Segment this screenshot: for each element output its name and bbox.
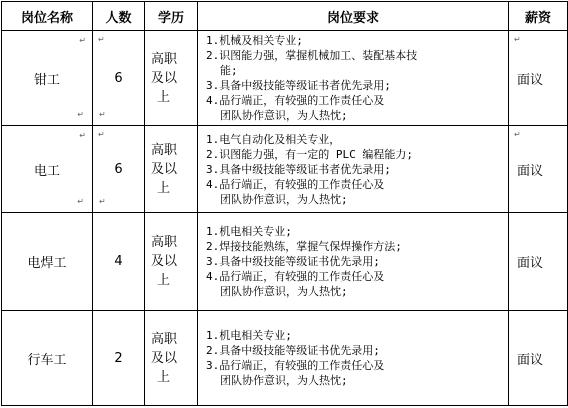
paragraph-mark-icon: ↵	[514, 130, 521, 139]
table-row	[2, 213, 568, 311]
requirement-line: 团队协作意识，为人热忱;	[220, 192, 348, 206]
position-cell	[2, 213, 93, 311]
education-line: 高职	[151, 235, 178, 250]
count-cell	[93, 126, 145, 213]
paragraph-mark-icon: ↵	[98, 130, 105, 139]
education-line: 及以	[151, 254, 178, 269]
header-education: 学历	[145, 2, 198, 31]
count-cell	[93, 213, 145, 311]
paragraph-mark-icon: ↵	[98, 35, 105, 44]
salary-value: 面议	[517, 163, 544, 179]
header-position: 岗位名称	[2, 2, 93, 31]
header-row	[2, 2, 568, 31]
header-count: 人数	[93, 2, 145, 31]
education-line: 高职	[151, 331, 178, 347]
position-name: 电焊工	[27, 256, 67, 271]
position-name: 行车工	[27, 352, 67, 368]
salary-value: 面议	[517, 72, 544, 88]
requirement-line: 3.具备中级技能等级证书者优先录用;	[206, 162, 391, 176]
header-requirements: 岗位要求	[198, 2, 509, 31]
count-value: 6	[114, 161, 123, 177]
requirement-line: 团队协作意识，为人热忱;	[220, 285, 348, 298]
position-cell	[2, 126, 93, 213]
salary-cell	[509, 31, 568, 126]
requirement-line: 团队协作意识，为人热忱;	[220, 109, 348, 122]
education-line: 上	[157, 89, 171, 105]
paragraph-mark-icon: ↵	[514, 35, 521, 44]
salary-value: 面议	[517, 352, 544, 368]
count-value: 6	[114, 70, 123, 86]
requirement-line: 4.品行端正，有较强的工作责任心及	[206, 177, 385, 191]
position-cell	[2, 31, 93, 126]
requirement-line: 2.具备中级技能等级证书优先录用;	[206, 344, 380, 357]
requirements-cell	[198, 31, 509, 126]
requirement-line: 1.机械及相关专业;	[206, 34, 303, 47]
education-cell	[145, 31, 198, 126]
paragraph-mark-icon: ↵	[77, 110, 84, 119]
table-row	[2, 311, 568, 406]
education-line: 高职	[151, 51, 178, 67]
requirement-line: 3.具备中级技能等级证书优先录用;	[206, 255, 380, 268]
requirement-line: 1.电气自动化及相关专业，	[206, 132, 341, 146]
position-name: 电工	[33, 163, 60, 179]
requirement-line: 1.机电相关专业;	[206, 225, 292, 238]
education-line: 上	[157, 180, 171, 196]
count-cell	[93, 31, 145, 126]
education-line: 及以	[151, 161, 178, 177]
education-line: 高职	[151, 142, 178, 158]
requirement-line: 4.品行端正，有较强的工作责任心及	[206, 270, 385, 283]
requirement-line: 1.机电相关专业;	[206, 329, 292, 342]
count-value: 2	[114, 350, 123, 366]
education-line: 及以	[151, 350, 178, 366]
requirements-cell	[198, 311, 509, 406]
requirement-line: 4.品行端正，有较强的工作责任心及	[206, 94, 385, 107]
table-row	[2, 126, 568, 213]
requirement-line: 3.具备中级技能等级证书者优先录用;	[206, 79, 391, 92]
paragraph-mark-icon: ↵	[99, 110, 106, 119]
requirement-line: 能;	[220, 64, 238, 77]
count-cell	[93, 311, 145, 406]
education-line: 上	[157, 369, 171, 385]
paragraph-mark-icon: ↵	[79, 36, 86, 45]
position-cell	[2, 311, 93, 406]
paragraph-mark-icon: ↵	[99, 197, 106, 206]
requirements-cell	[198, 126, 509, 213]
salary-cell	[509, 311, 568, 406]
requirement-line: 2.识图能力强，有一定的 PLC 编程能力;	[206, 147, 413, 161]
position-name: 钳工	[33, 72, 60, 88]
table-row	[2, 31, 568, 126]
education-line: 及以	[151, 70, 178, 86]
paragraph-mark-icon: ↵	[79, 131, 86, 140]
salary-value: 面议	[517, 256, 544, 271]
requirement-line: 2.焊接技能熟练，掌握气保焊操作方法;	[206, 240, 402, 253]
header-salary: 薪资	[509, 2, 568, 31]
education-line: 上	[157, 273, 171, 288]
education-cell	[145, 126, 198, 213]
requirement-line: 3.品行端正，有较强的工作责任心及	[206, 359, 385, 372]
education-cell	[145, 213, 198, 311]
job-requirements-table	[1, 1, 568, 406]
salary-cell	[509, 126, 568, 213]
education-cell	[145, 311, 198, 406]
requirement-line: 2.识图能力强，掌握机械加工、装配基本技	[206, 49, 418, 62]
count-value: 4	[114, 254, 123, 269]
salary-cell	[509, 213, 568, 311]
requirement-line: 团队协作意识，为人热忱;	[220, 374, 348, 387]
requirements-cell	[198, 213, 509, 311]
paragraph-mark-icon: ↵	[77, 197, 84, 206]
